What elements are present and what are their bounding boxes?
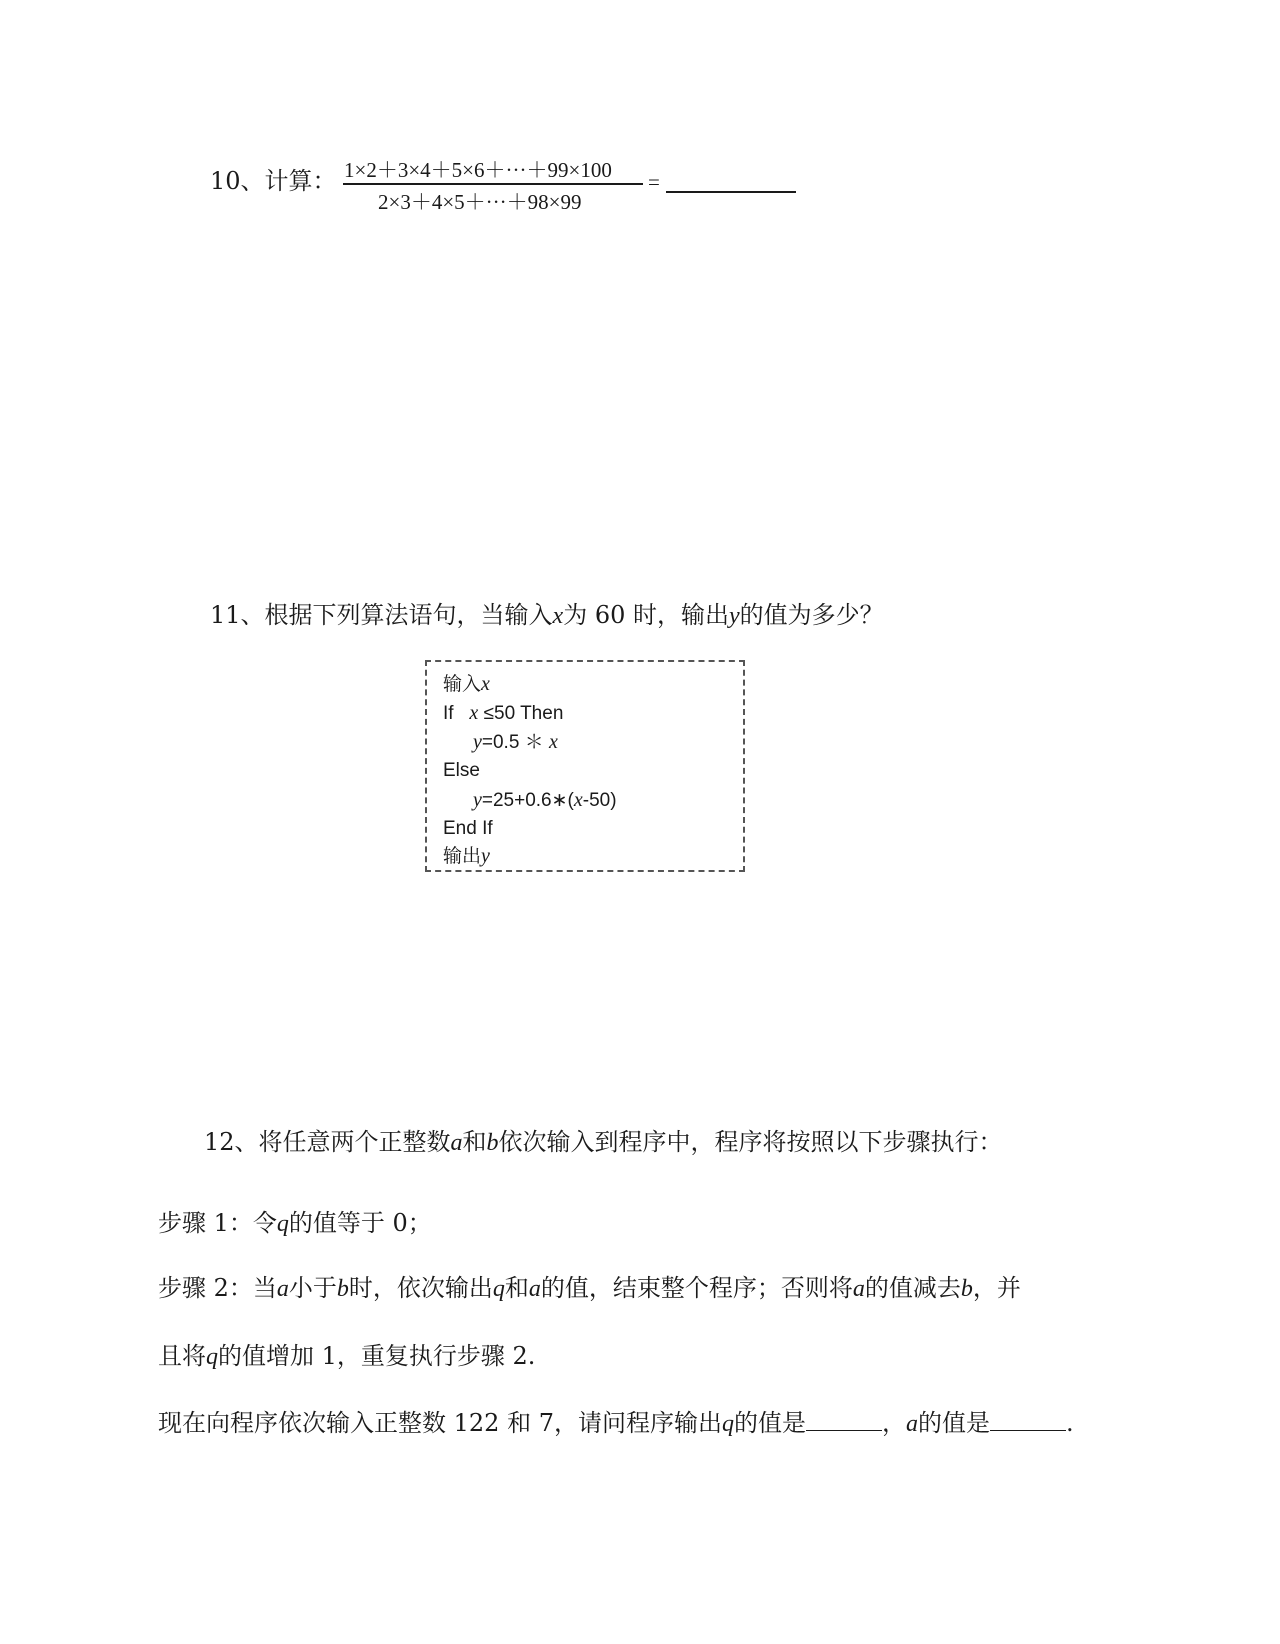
code-line-endif: End If [443, 818, 493, 839]
q10-denominator: 2×3＋4×5＋···＋98×99 [378, 190, 582, 214]
q10-answer-blank [666, 191, 796, 193]
q12-final-question: 现在向程序依次输入正整数 122 和 7，请问程序输出q的值是 ，a的值是 . [158, 1409, 1074, 1437]
q12-answer-blank-q [806, 1408, 882, 1431]
q11-prompt: 11、根据下列算法语句，当输入x为 60 时，输出y的值为多少？ [210, 601, 884, 629]
q10-number: 10、计算： [210, 167, 337, 195]
algorithm-code-box [425, 660, 745, 872]
q12-step2: 步骤 2：当a小于b时，依次输出q和a的值，结束整个程序；否则将a的值减去b，并 [158, 1274, 1021, 1302]
q10-numerator: 1×2＋3×4＋5×6＋···＋99×100 [344, 158, 612, 182]
code-line-assign-1: y=0.5 ＊ x [473, 731, 558, 753]
code-line-input: 输入x [443, 673, 490, 695]
code-line-if: If x ≤50 Then [443, 702, 564, 724]
q12-step1: 步骤 1：令q的值等于 0； [158, 1209, 432, 1237]
q12-intro: 12、将任意两个正整数a和b依次输入到程序中，程序将按照以下步骤执行： [204, 1128, 1003, 1156]
q12-step2-continued: 且将q的值增加 1，重复执行步骤 2. [158, 1342, 536, 1370]
q10-equals: = [648, 170, 660, 194]
q12-answer-blank-a [990, 1408, 1066, 1431]
q10-fraction-bar [343, 183, 643, 185]
code-line-assign-2: y=25+0.6∗(x-50) [473, 789, 617, 811]
code-line-else: Else [443, 760, 480, 781]
code-line-output: 输出y [443, 845, 490, 867]
